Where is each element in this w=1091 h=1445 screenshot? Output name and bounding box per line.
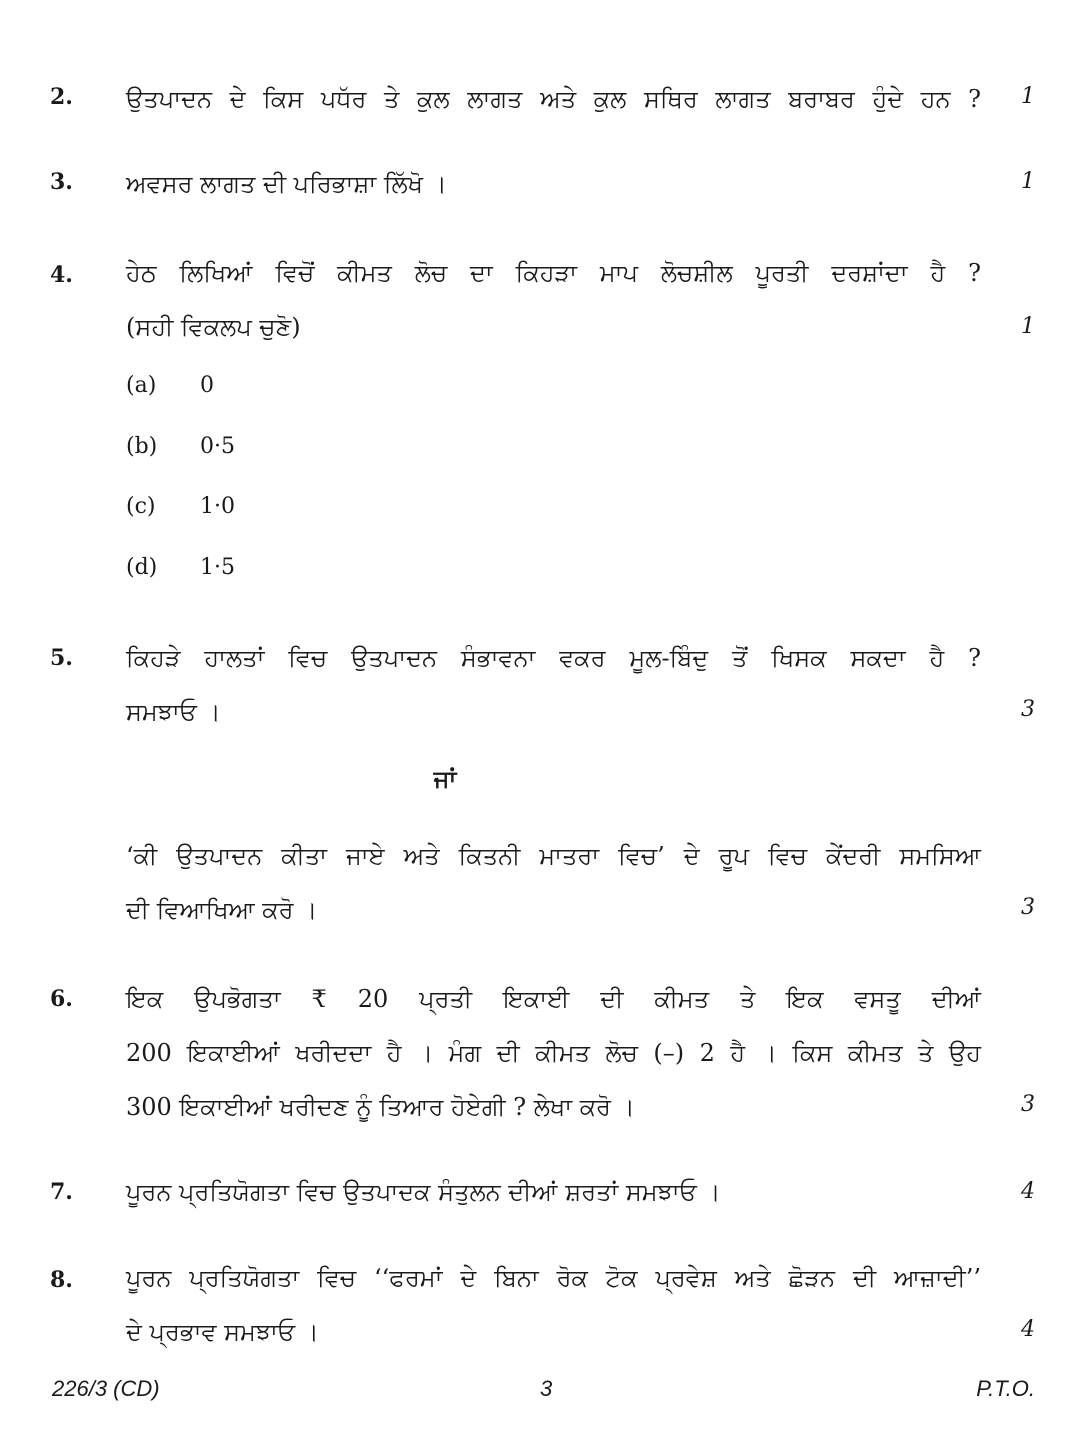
paper-code: 226/3 (CD) — [52, 1376, 160, 1401]
question-line: ਉਤਪਾਦਨ ਦੇ ਕਿਸ ਪਧੱਰ ਤੇ ਕੁਲ ਲਾਗਤ ਅਤੇ ਕੁਲ ਸਥਿਰ ਲਾਗਤ ਬਰਾਬਰ ਹੁੰਦੇ ਹਨ ? — [126, 85, 981, 113]
question-number: 2. — [50, 84, 73, 110]
question-line: ਦੇ ਪ੍ਰਭਾਵ ਸਮਝਾਓ । — [126, 1318, 319, 1346]
question-number: 6. — [50, 986, 73, 1012]
question-line: ਪੂਰਨ ਪ੍ਰਤਿਯੋਗਤਾ ਵਿਚ ‘‘ਫਰਮਾਂ ਦੇ ਬਿਨਾ ਰੋਕ ਟੋਕ ਪ੍ਰਵੇਸ਼ ਅਤੇ ਛੋੜਨ ਦੀ ਆਜ਼ਾਦੀ’’ — [126, 1264, 981, 1292]
question-marks: 3 — [1021, 895, 1035, 920]
option-value: 0 — [200, 373, 214, 398]
question-number: 4. — [50, 262, 73, 288]
question-line: ਦੀ ਵਿਆਖਿਆ ਕਰੋ । — [126, 896, 318, 924]
option-value: 1·5 — [200, 555, 235, 580]
question-line: 200 ਇਕਾਈਆਂ ਖਰੀਦਦਾ ਹੈ । ਮੰਗ ਦੀ ਕੀਮਤ ਲੋਚ (–) 2 ਹੈ । ਕਿਸ ਕੀਮਤ ਤੇ ਉਹ — [126, 1039, 981, 1067]
question-text — [126, 157, 981, 211]
question-text — [126, 246, 981, 354]
question-text — [126, 972, 981, 1134]
question-line: ਸਮਝਾਓ । — [126, 698, 221, 726]
question-line: ਪੂਰਨ ਪ੍ਰਤਿਯੋਗਤਾ ਵਿਚ ਉਤਪਾਦਕ ਸੰਤੁਲਨ ਦੀਆਂ ਸ਼ਰਤਾਂ ਸਮਝਾਓ । — [126, 1178, 721, 1206]
option-b — [126, 434, 235, 459]
option-d — [126, 555, 235, 580]
question-marks: 1 — [1021, 84, 1035, 109]
option-label: (d) — [126, 555, 158, 580]
question-line: ‘ਕੀ ਉਤਪਾਦਨ ਕੀਤਾ ਜਾਏ ਅਤੇ ਕਿਤਨੀ ਮਾਤਰਾ ਵਿਚ’ ਦੇ ਰੂਪ ਵਿਚ ਕੇਂਦਰੀ ਸਮਸਿਆ — [126, 842, 981, 870]
option-label: (c) — [126, 494, 156, 519]
or-separator: ਜਾਂ — [433, 764, 457, 793]
question-line: ਹੇਠ ਲਿਖਿਆਂ ਵਿਚੋਂ ਕੀਮਤ ਲੋਚ ਦਾ ਕਿਹੜਾ ਮਾਪ ਲੋਚਸ਼ੀਲ ਪੂਰਤੀ ਦਰਸ਼ਾਂਦਾ ਹੈ ? — [126, 259, 981, 287]
question-marks: 3 — [1021, 1092, 1035, 1117]
question-number: 3. — [50, 169, 73, 195]
option-label: (b) — [126, 434, 158, 459]
question-number: 5. — [50, 645, 73, 671]
question-text — [126, 72, 981, 126]
please-turn-over: P.T.O. — [976, 1376, 1035, 1401]
question-line: ਕਿਹੜੇ ਹਾਲਤਾਂ ਵਿਚ ਉਤਪਾਦਨ ਸੰਭਾਵਨਾ ਵਕਰ ਮੂਲ-ਬਿੰਦੁ ਤੋਂ ਖਿਸਕ ਸਕਦਾ ਹੈ ? — [126, 644, 981, 672]
option-label: (a) — [126, 373, 157, 398]
question-line: (ਸਹੀ ਵਿਕਲਪ ਚੁਣੋ) — [126, 313, 301, 341]
question-number: 7. — [50, 1179, 73, 1205]
option-value: 0·5 — [200, 434, 235, 459]
question-marks: 1 — [1021, 314, 1035, 339]
question-line: ਅਵਸਰ ਲਾਗਤ ਦੀ ਪਰਿਭਾਸ਼ਾ ਲਿੱਖੋ । — [126, 170, 447, 198]
question-marks: 1 — [1021, 169, 1035, 194]
option-a — [126, 373, 214, 398]
option-value: 1·0 — [200, 494, 235, 519]
question-text — [126, 829, 981, 937]
question-number: 8. — [50, 1267, 73, 1293]
question-marks: 4 — [1021, 1317, 1035, 1342]
question-line: ਇਕ ਉਪਭੋਗਤਾ ₹ 20 ਪ੍ਰਤੀ ਇਕਾਈ ਦੀ ਕੀਮਤ ਤੇ ਇਕ ਵਸਤੂ ਦੀਆਂ — [126, 985, 981, 1013]
question-marks: 3 — [1021, 697, 1035, 722]
question-line: 300 ਇਕਾਈਆਂ ਖਰੀਦਣ ਨੂੰ ਤਿਆਰ ਹੋਏਗੀ ? ਲੇਖਾ ਕਰੋ । — [126, 1093, 635, 1121]
question-marks: 4 — [1021, 1179, 1035, 1204]
page-number: 3 — [540, 1376, 553, 1401]
question-text — [126, 1165, 981, 1219]
question-text — [126, 1251, 981, 1359]
option-c — [126, 494, 235, 519]
question-text — [126, 631, 981, 739]
